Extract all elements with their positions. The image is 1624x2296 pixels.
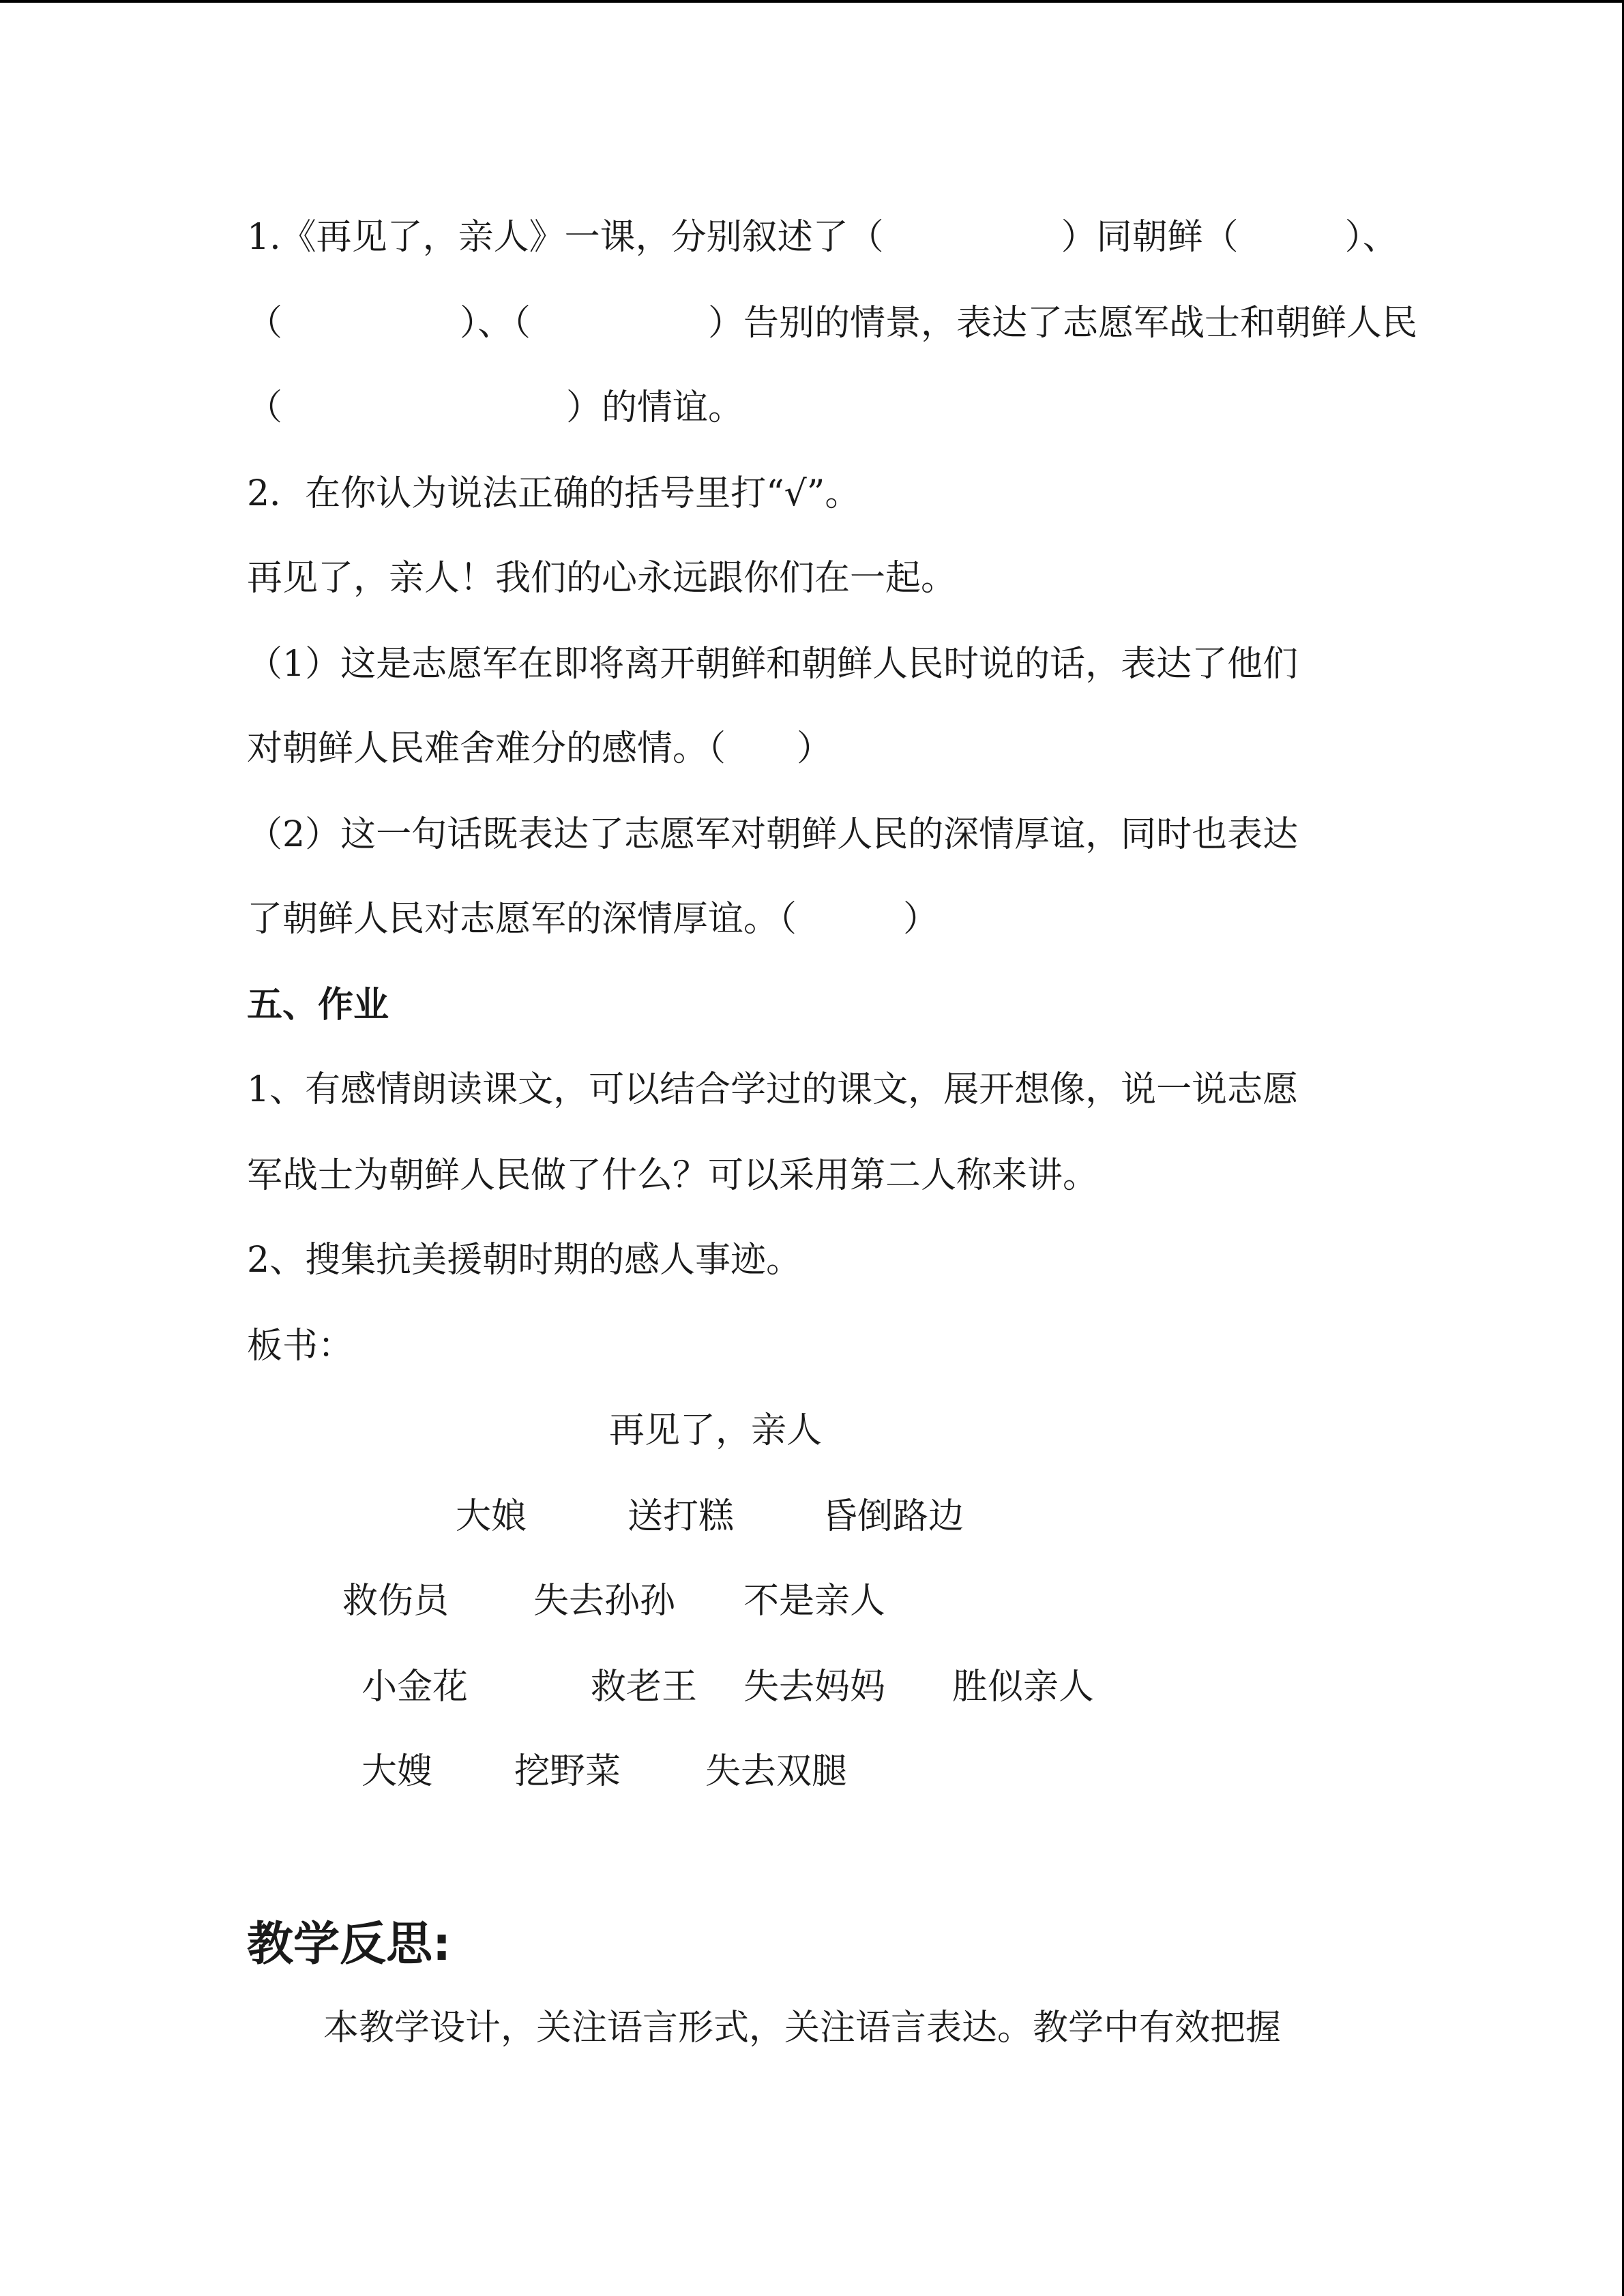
blackboard-title: 再见了，亲人 bbox=[609, 1410, 823, 1451]
question-2-option-2-line-1: （2）这一句话既表达了志愿军对朝鲜人民的深情厚谊，同时也表达 bbox=[247, 814, 1299, 855]
blackboard-row-3-summary: 胜似亲人 bbox=[952, 1667, 1095, 1708]
blackboard-row-1-deed: 送打糕 bbox=[628, 1496, 735, 1537]
reflection-body: 本教学设计，关注语言形式，关注语言表达。教学中有效把握 bbox=[323, 2008, 1282, 2048]
homework-item-2: 2、搜集抗美援朝时期的感人事迹。 bbox=[247, 1240, 802, 1281]
blackboard-row-3-person: 小金花 bbox=[361, 1667, 469, 1708]
blackboard-row-3-deed: 救老王 bbox=[591, 1667, 698, 1708]
blackboard-row-1-person: 大娘 bbox=[456, 1496, 527, 1537]
blackboard-label: 板书： bbox=[247, 1326, 354, 1367]
question-2-option-1-line-2: 对朝鲜人民难舍难分的感情。（ ） bbox=[247, 728, 833, 769]
question-1-line-2: （ ）、（ ）告别的情景，表达了志愿军战士和朝鲜人民 bbox=[247, 303, 1418, 344]
homework-item-1-line-1: 1、有感情朗读课文，可以结合学过的课文，展开想像，说一说志愿 bbox=[247, 1069, 1299, 1110]
question-1-line-1: 1.《再见了，亲人》一课，分别叙述了（ ）同朝鲜（ ）、 bbox=[247, 217, 1398, 258]
blackboard-row-4-person: 大嫂 bbox=[361, 1751, 433, 1792]
homework-heading: 五、作业 bbox=[247, 985, 389, 1026]
question-2-option-2-line-2: 了朝鲜人民对志愿军的深情厚谊。（ ） bbox=[247, 899, 939, 940]
blackboard-row-2-result: 不是亲人 bbox=[743, 1581, 886, 1622]
blackboard-row-4-result: 失去双腿 bbox=[705, 1751, 848, 1792]
question-2-option-1-line-1: （1）这是志愿军在即将离开朝鲜和朝鲜人民时说的话，表达了他们 bbox=[247, 644, 1299, 685]
question-1-line-3: （ ）的情谊。 bbox=[247, 387, 744, 428]
question-2-intro: 2．在你认为说法正确的括号里打“√”。 bbox=[247, 473, 861, 514]
homework-item-1-line-2: 军战士为朝鲜人民做了什么？可以采用第二人称来讲。 bbox=[247, 1155, 1099, 1196]
reflection-heading: 教学反思: bbox=[247, 1918, 452, 1971]
blackboard-row-2-person: 救伤员 bbox=[342, 1581, 449, 1622]
question-2-quote: 再见了，亲人！我们的心永远跟你们在一起。 bbox=[247, 558, 957, 599]
blackboard-row-4-deed: 挖野菜 bbox=[514, 1751, 621, 1792]
blackboard-row-3-result: 失去妈妈 bbox=[743, 1667, 886, 1708]
blackboard-row-1-result: 昏倒路边 bbox=[822, 1496, 964, 1537]
blackboard-row-2-deed: 失去孙孙 bbox=[533, 1581, 676, 1622]
page-top-border bbox=[0, 0, 1624, 3]
